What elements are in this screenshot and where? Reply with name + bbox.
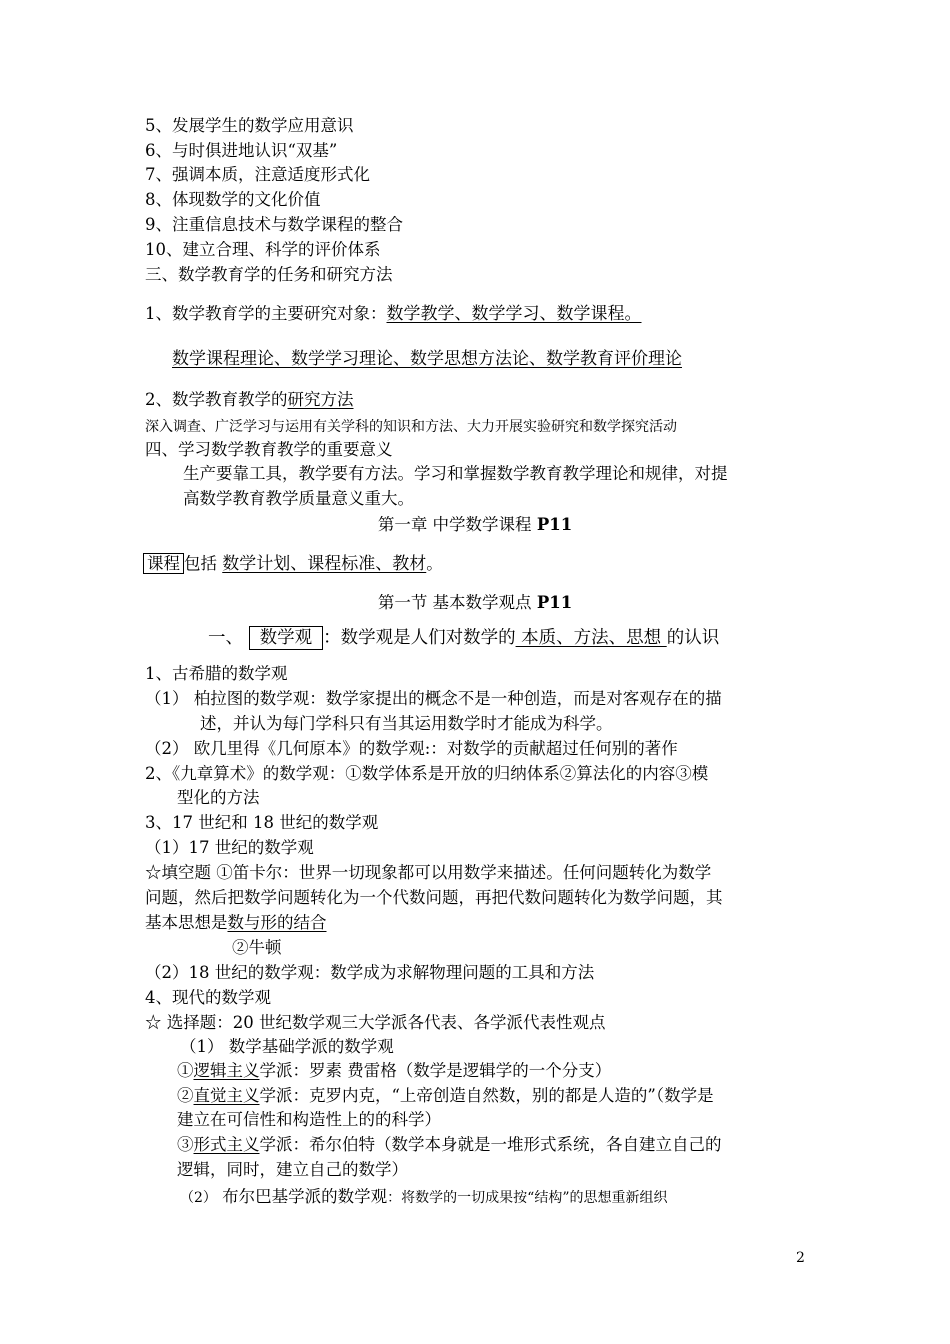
text-span: 学派：希尔伯特（数学本身就是一堆形式系统，各自建立自己的 <box>259 1135 722 1154</box>
text-line: 7、强调本质，注意适度形式化 <box>145 165 370 184</box>
text-line <box>177 1134 722 1156</box>
text-line <box>208 627 719 649</box>
text-span: 1、数学教育学的主要研究对象： <box>145 304 387 323</box>
text-span: ③ <box>177 1135 194 1154</box>
text-line: 10、建立合理、科学的评价体系 <box>145 240 381 259</box>
text-span: 基本思想是 <box>145 913 228 932</box>
text-line <box>145 912 327 934</box>
chapter-title <box>0 514 950 536</box>
text-line: 3、17 世纪和 18 世纪的数学观 <box>145 813 379 832</box>
underlined-text: 数与形的结合 <box>227 913 327 932</box>
text-span: ：数学观是人们对数学的 <box>323 628 516 648</box>
text-line <box>180 1186 668 1209</box>
boxed-term: 数学观 <box>249 626 324 650</box>
section-heading: 三、数学教育学的任务和研究方法 <box>145 265 393 284</box>
underlined-text: 形式主义 <box>193 1135 260 1154</box>
text-line: （2）18 世纪的数学观：数学成为求解物理问题的工具和方法 <box>145 963 595 982</box>
text-line: 6、与时俱进地认识“双基” <box>145 141 338 160</box>
text-line: （1） 柏拉图的数学观：数学家提出的概念不是一种创造，而是对客观存在的描 <box>145 689 722 708</box>
text-line <box>177 1085 714 1107</box>
text-span: 2、数学教育教学的 <box>145 390 288 409</box>
text-line: 9、注重信息技术与数学课程的整合 <box>145 215 403 234</box>
text-span: 布尔巴基学派的数学观 <box>216 1187 388 1206</box>
text-span: ：将数学的一切成果按“结构”的思想重新组织 <box>387 1190 668 1206</box>
text-line: 生产要靠工具，教学要有方法。学习和掌握数学教育教学理论和规律，对提 <box>183 464 728 483</box>
text-line: 4、现代的数学观 <box>145 988 271 1007</box>
text-line: 高数学教育教学质量意义重大。 <box>183 489 414 508</box>
text-line: 建立在可信性和构造性上的的科学） <box>177 1110 441 1129</box>
text-span: 学派：克罗内克，“上帝创造自然数，别的都是人造的”（数学是 <box>259 1086 714 1105</box>
text-span: P11 <box>536 515 573 534</box>
text-line <box>143 553 443 575</box>
section-title <box>0 592 950 614</box>
text-line <box>177 1060 611 1082</box>
text-span: 的认识 <box>666 628 720 648</box>
text-span: 一、 <box>208 628 249 648</box>
text-line: 2、《九章算术》的数学观：①数学体系是开放的归纳体系②算法化的内容③模 <box>145 764 709 783</box>
text-line: ②牛顿 <box>232 938 282 957</box>
underlined-text: 直觉主义 <box>193 1086 260 1105</box>
text-line: 1、古希腊的数学观 <box>145 664 288 683</box>
text-span: 。 <box>426 554 443 573</box>
page-number: 2 <box>796 1250 805 1266</box>
text-line: 问题，然后把数学问题转化为一个代数问题，再把代数问题转化为数学问题，其 <box>145 888 723 907</box>
text-line: 8、体现数学的文化价值 <box>145 190 321 209</box>
text-line: 述，并认为每门学科只有当其运用数学时才能成为科学。 <box>200 714 613 733</box>
text-line: （1）17 世纪的数学观 <box>145 838 314 857</box>
underlined-text: 数学计划、课程标准、教材 <box>222 554 427 574</box>
text-line: （2） 欧几里得《几何原本》的数学观:：对数学的贡献超过任何别的著作 <box>145 739 678 758</box>
text-span: ① <box>177 1061 194 1080</box>
text-span: 第一节 基本数学观点 <box>377 593 537 612</box>
text-span: （2） <box>180 1190 217 1206</box>
text-span: P11 <box>536 593 573 612</box>
text-line: 深入调查、广泛学习与运用有关学科的知识和方法、大力开展实验研究和数学探究活动 <box>145 419 677 435</box>
text-line: 逻辑，同时，建立自己的数学） <box>177 1160 408 1179</box>
text-span: 包括 <box>184 554 223 573</box>
text-line: ☆ 选择题：20 世纪数学观三大学派各代表、各学派代表性观点 <box>145 1013 606 1032</box>
underlined-text: 研究方法 <box>287 390 354 409</box>
text-span: 学派：罗素 费雷格（数学是逻辑学的一个分支） <box>259 1061 612 1080</box>
underlined-text: 逻辑主义 <box>193 1061 260 1080</box>
text-line <box>145 303 642 325</box>
underlined-text: 数学课程理论、数学学习理论、数学思想方法论、数学教育评价理论 <box>172 349 682 369</box>
underlined-text: 数学教学、数学学习、数学课程。 <box>386 304 642 324</box>
text-line: （1） 数学基础学派的数学观 <box>180 1037 394 1056</box>
underlined-text: 本质、方法、思想 <box>515 628 667 648</box>
text-line: 型化的方法 <box>177 788 260 807</box>
text-line: ☆填空题 ①笛卡尔：世界一切现象都可以用数学来描述。任何问题转化为数学 <box>145 863 712 882</box>
text-span: 第一章 中学数学课程 <box>377 515 537 534</box>
text-line <box>145 389 354 411</box>
boxed-term: 课程 <box>143 553 184 574</box>
text-line: 5、发展学生的数学应用意识 <box>145 116 354 135</box>
section-heading: 四、学习数学教育教学的重要意义 <box>145 440 393 459</box>
text-span: ② <box>177 1086 194 1105</box>
